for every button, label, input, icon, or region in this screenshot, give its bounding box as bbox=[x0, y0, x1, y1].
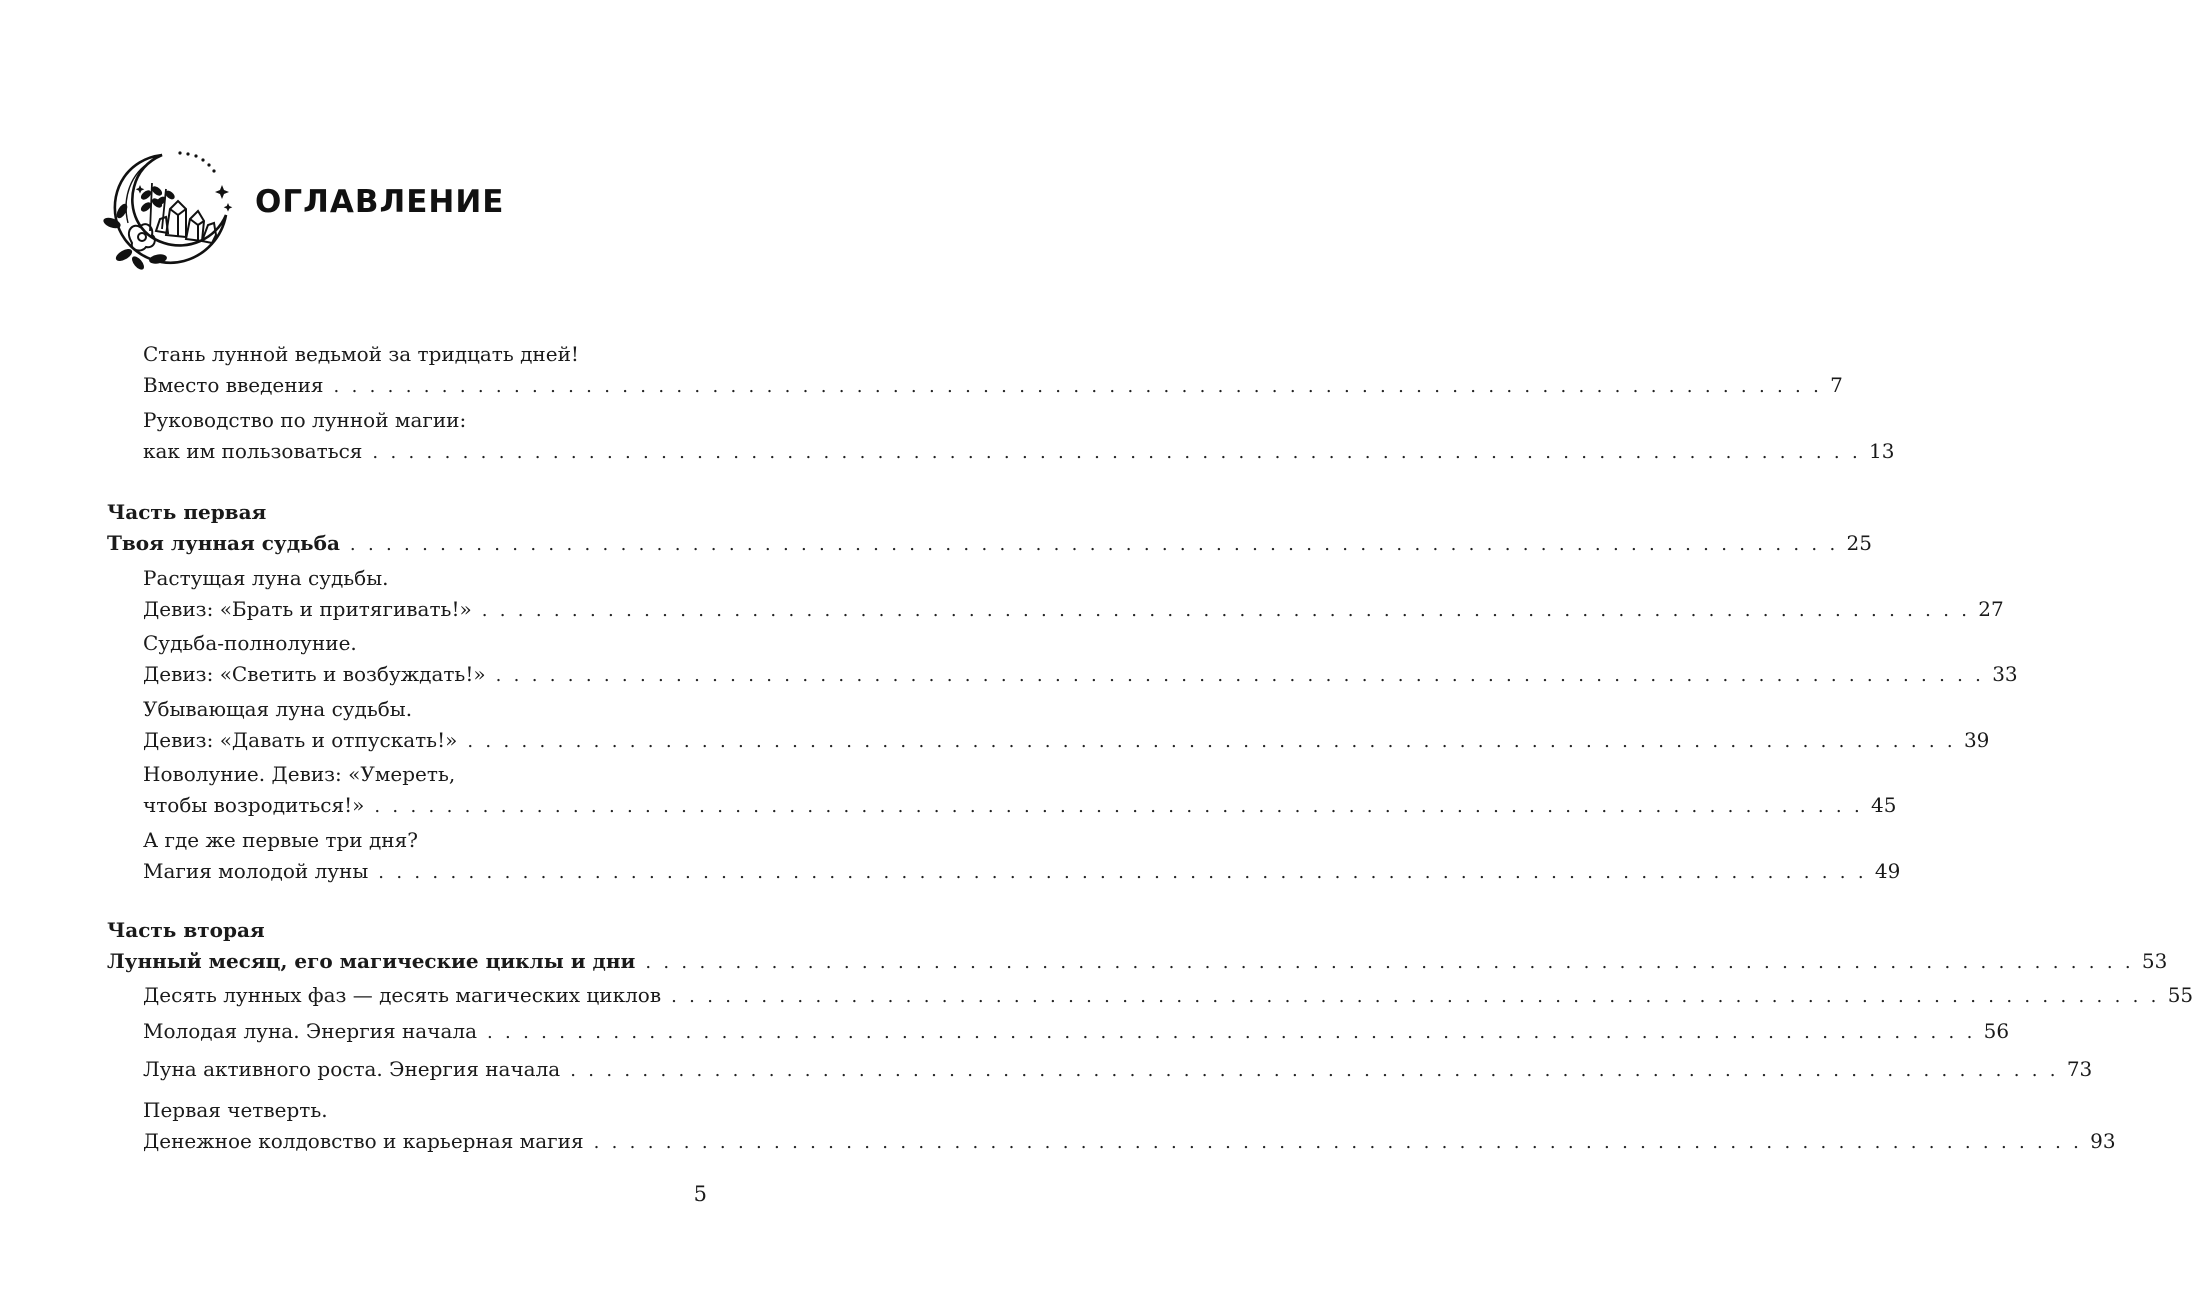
toc-page-number: 27 bbox=[1978, 597, 2004, 621]
dot-leader: . . . . . . . . . . . . . . . . . . . . . . . . . . . . . . . . . . . . . . . . . . . . . . . . . . . . . . . . . . . . . . . . . . . . . . . . . . . . . . . . . . . bbox=[481, 600, 1971, 621]
toc-entry-title: Молодая луна. Энергия начала bbox=[143, 1019, 478, 1043]
toc-page-number: 25 bbox=[1846, 531, 1872, 555]
dot-leader: . . . . . . . . . . . . . . . . . . . . . . . . . . . . . . . . . . . . . . . . . . . . . . . . . . . . . . . . . . . . . . . . . . . . . . . . . . . . . . . . . . . bbox=[671, 986, 2160, 1007]
toc-entry[interactable] bbox=[143, 759, 1897, 822]
toc-entry-title: Растущая луна судьбы. bbox=[143, 566, 389, 590]
dot-leader: . . . . . . . . . . . . . . . . . . . . . . . . . . . . . . . . . . . . . . . . . . . . . . . . . . . . . . . . . . . . . . . . . . . . . . . . . . . . . . . . . . . bbox=[378, 862, 1867, 883]
toc-page-number: 55 bbox=[2167, 983, 2193, 1007]
toc-entry-title: Десять лунных фаз — десять магических циклов bbox=[143, 983, 662, 1007]
part-label: Часть первая bbox=[107, 500, 267, 524]
toc-page-number: 33 bbox=[1992, 662, 2018, 686]
toc-entry-title: Девиз: «Давать и отпускать!» bbox=[143, 728, 458, 752]
toc-page-number: 39 bbox=[1963, 728, 1990, 752]
toc-entry[interactable] bbox=[143, 694, 1990, 757]
toc-entry[interactable] bbox=[143, 628, 2018, 691]
toc-entry-title: Новолуние. Девиз: «Умереть, bbox=[143, 762, 456, 786]
toc-entry-title: Стань лунной ведьмой за тридцать дней! bbox=[143, 342, 579, 366]
toc-page-number: 45 bbox=[1870, 793, 1897, 817]
toc-page-number: 13 bbox=[1868, 439, 1895, 463]
part-label: Часть вторая bbox=[107, 918, 265, 942]
toc-page-number: 56 bbox=[1983, 1019, 2010, 1043]
toc-entry-title: Девиз: «Брать и притягивать!» bbox=[143, 597, 472, 621]
part-title: Твоя лунная судьба bbox=[107, 531, 340, 555]
toc-entry-title: как им пользоваться bbox=[143, 439, 363, 463]
toc-page-number: 7 bbox=[1830, 373, 1843, 397]
toc-entry-title: Денежное колдовство и карьерная магия bbox=[143, 1129, 584, 1153]
toc-entry-title: Судьба-полнолуние. bbox=[143, 631, 357, 655]
dot-leader: . . . . . . . . . . . . . . . . . . . . . . . . . . . . . . . . . . . . . . . . . . . . . . . . . . . . . . . . . . . . . . . . . . . . . . . . . . . . . . . . . . . bbox=[349, 534, 1839, 555]
dot-leader: . . . . . . . . . . . . . . . . . . . . . . . . . . . . . . . . . . . . . . . . . . . . . . . . . . . . . . . . . . . . . . . . . . . . . . . . . . . . . . . . . . . bbox=[570, 1060, 2059, 1081]
dot-leader: . . . . . . . . . . . . . . . . . . . . . . . . . . . . . . . . . . . . . . . . . . . . . . . . . . . . . . . . . . . . . . . . . . . . . . . . . . . . . . . . . . . bbox=[374, 796, 1863, 817]
toc-entry[interactable] bbox=[143, 1054, 2093, 1086]
dot-leader: . . . . . . . . . . . . . . . . . . . . . . . . . . . . . . . . . . . . . . . . . . . . . . . . . . . . . . . . . . . . . . . . . . . . . . . . . . . . . . . . . . . bbox=[495, 665, 1985, 686]
toc-entry-title: Магия молодой луны bbox=[143, 859, 369, 883]
toc-page-number: 93 bbox=[2090, 1129, 2116, 1153]
toc-page-number: 49 bbox=[1874, 859, 1901, 883]
page-number: 5 bbox=[693, 1182, 707, 1206]
dot-leader: . . . . . . . . . . . . . . . . . . . . . . . . . . . . . . . . . . . . . . . . . . . . . . . . . . . . . . . . . . . . . . . . . . . . . . . . . . . . . . . . . . . bbox=[372, 442, 1861, 463]
toc-page-number: 53 bbox=[2141, 949, 2168, 973]
toc-page-number: 73 bbox=[2066, 1057, 2093, 1081]
toc-entry-title: Руководство по лунной магии: bbox=[143, 408, 467, 432]
page-title: ОГЛАВЛЕНИЕ bbox=[255, 184, 505, 220]
toc-entry[interactable] bbox=[143, 563, 2004, 626]
dot-leader: . . . . . . . . . . . . . . . . . . . . . . . . . . . . . . . . . . . . . . . . . . . . . . . . . . . . . . . . . . . . . . . . . . . . . . . . . . . . . . . . . . . bbox=[645, 952, 2134, 973]
dot-leader: . . . . . . . . . . . . . . . . . . . . . . . . . . . . . . . . . . . . . . . . . . . . . . . . . . . . . . . . . . . . . . . . . . . . . . . . . . . . . . . . . . . bbox=[333, 376, 1823, 397]
toc-entry[interactable] bbox=[143, 1016, 2010, 1048]
toc-entry-title: Первая четверть. bbox=[143, 1098, 328, 1122]
toc-entry[interactable] bbox=[143, 339, 1843, 402]
toc-part-heading[interactable] bbox=[107, 915, 2168, 978]
toc-part-heading[interactable] bbox=[107, 497, 1872, 560]
toc-entry[interactable] bbox=[143, 1095, 2116, 1158]
toc-entry-title: Вместо введения bbox=[143, 373, 324, 397]
toc-entry[interactable] bbox=[143, 825, 1901, 888]
dot-leader: . . . . . . . . . . . . . . . . . . . . . . . . . . . . . . . . . . . . . . . . . . . . . . . . . . . . . . . . . . . . . . . . . . . . . . . . . . . . . . . . . . . bbox=[593, 1132, 2083, 1153]
toc-entry-title: Луна активного роста. Энергия начала bbox=[143, 1057, 561, 1081]
toc-entry-title: А где же первые три дня? bbox=[143, 828, 418, 852]
toc-entry-title: Убывающая луна судьбы. bbox=[143, 697, 413, 721]
toc-entry[interactable] bbox=[143, 980, 2193, 1012]
dot-leader: . . . . . . . . . . . . . . . . . . . . . . . . . . . . . . . . . . . . . . . . . . . . . . . . . . . . . . . . . . . . . . . . . . . . . . . . . . . . . . . . . . . bbox=[467, 731, 1956, 752]
toc-entry-title: чтобы возродиться!» bbox=[143, 793, 365, 817]
crescent-moon-crystals-icon bbox=[100, 143, 235, 273]
toc-entry[interactable] bbox=[143, 405, 1895, 468]
part-title: Лунный месяц, его магические циклы и дни bbox=[107, 949, 636, 973]
dot-leader: . . . . . . . . . . . . . . . . . . . . . . . . . . . . . . . . . . . . . . . . . . . . . . . . . . . . . . . . . . . . . . . . . . . . . . . . . . . . . . . . . . . bbox=[487, 1022, 1976, 1043]
toc-entry-title: Девиз: «Светить и возбуждать!» bbox=[143, 662, 486, 686]
